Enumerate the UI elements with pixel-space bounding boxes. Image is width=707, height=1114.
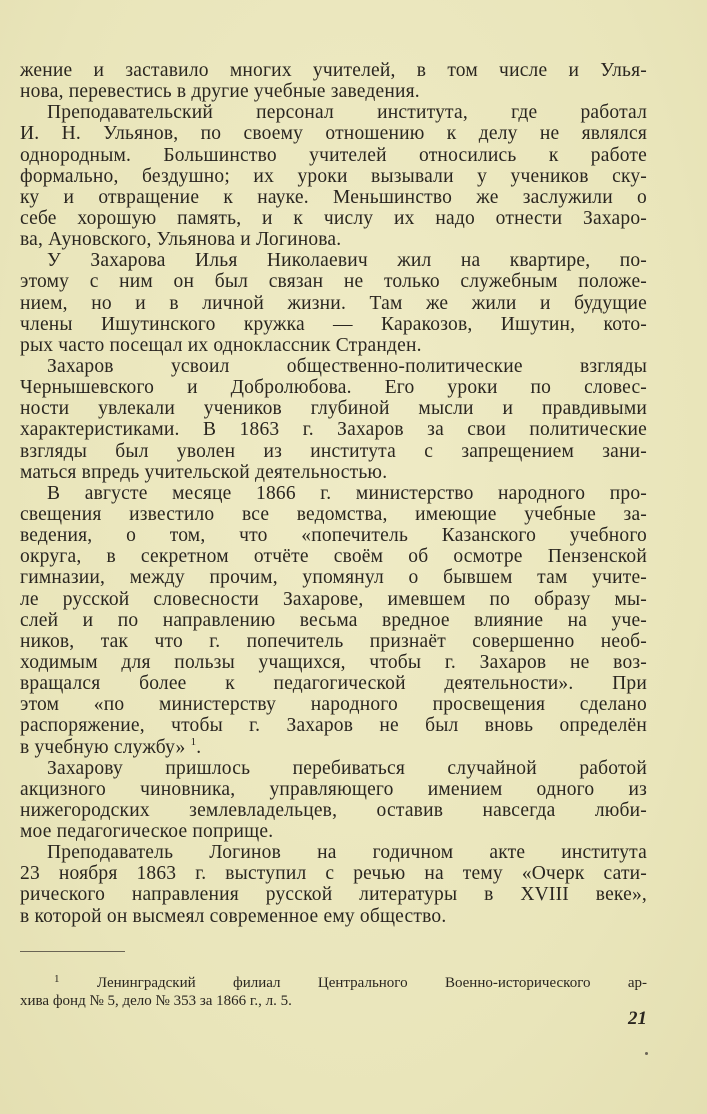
text-line: ле русской словесности Захарове, имевшем по образу мы- xyxy=(20,588,647,610)
footnote-marker: 1 xyxy=(54,973,60,985)
text-line: ности увлекали учеников глубиной мысли и правдивыми xyxy=(20,398,647,420)
footnote-text: Ленинградский филиал Центрального Военно-исторического ар- xyxy=(96,975,647,991)
text-line: Преподаватель Логинов на годичном акте института xyxy=(47,842,647,864)
footnotes xyxy=(20,974,647,1010)
footnote-line: хива фонд № 5, дело № 353 за 1866 г., л. 5. xyxy=(20,993,292,1009)
text-fragment: в учебную службу» xyxy=(20,736,186,758)
paper-speck xyxy=(645,1052,648,1055)
text-line: округа, в секретном отчёте своём об осмотре Пензенской xyxy=(20,546,647,568)
text-line: слей и по направлению весьма вредное влияние на уче- xyxy=(20,609,647,631)
text-fragment: . xyxy=(196,736,202,758)
text-line: маться впредь учительской деятельностью. xyxy=(20,461,388,483)
text-line: ку и отвращение к науке. Меньшинство же заслужили о xyxy=(20,186,647,208)
paragraph xyxy=(20,356,647,483)
text-line: жение и заставило многих учителей, в том числе и Улья- xyxy=(20,60,647,81)
text-line: вращался более к педагогической деятельности». При xyxy=(20,673,647,695)
text-line: члены Ишутинского кружка — Каракозов, Ишутин, кото- xyxy=(20,313,647,335)
text-line: в которой он высмеял современное ему общество. xyxy=(20,905,447,927)
text-line: И. Н. Ульянов, по своему отношению к делу не являлся xyxy=(20,123,647,145)
text-line: нижегородских землевладельцев, оставив навсегда люби- xyxy=(20,799,647,821)
footnote-line xyxy=(20,974,647,992)
text-line: Преподавательский персонал института, где работал xyxy=(47,102,647,124)
paragraph xyxy=(20,250,647,356)
text-line: свещения известило все ведомства, имеющие учебные за- xyxy=(20,503,647,525)
text-line: ходимым для пользы учащихся, чтобы г. Захаров не воз- xyxy=(20,651,647,673)
text-line: рического направления русской литературы в XVIII веке», xyxy=(20,884,647,906)
text-line: мое педагогическое поприще. xyxy=(20,821,274,843)
paragraph xyxy=(20,60,647,102)
text-line: однородным. Большинство учителей относились к работе xyxy=(20,144,647,166)
text-line: Чернышевского и Добролюбова. Его уроки по словес- xyxy=(20,377,647,399)
text-line: этом «по министерству народного просвещения сделано xyxy=(20,694,647,716)
page-number: 21 xyxy=(628,1008,647,1029)
text-line xyxy=(20,737,647,758)
paragraph xyxy=(20,483,647,758)
text-line: распоряжение, чтобы г. Захаров не был вновь определён xyxy=(20,715,647,737)
text-line: Захарову пришлось перебиваться случайной работой xyxy=(47,757,647,779)
footnote-ref[interactable]: 1 xyxy=(190,735,197,748)
text-line: ников, так что г. попечитель признаёт совершенно необ- xyxy=(20,630,647,652)
text-line: гимназии, между прочим, упомянул о бывшем там учите- xyxy=(20,567,647,589)
page-body xyxy=(20,60,647,927)
text-line: себе хорошую память, и к числу их надо отнести Захаро- xyxy=(20,207,647,229)
text-line: формально, бездушно; их уроки вызывали у учеников ску- xyxy=(20,165,647,187)
text-line: нова, перевестись в другие учебные заведения. xyxy=(20,81,420,103)
text-line: У Захарова Илья Николаевич жил на квартире, по- xyxy=(47,250,647,272)
paragraph xyxy=(20,842,647,927)
text-line: ва, Ауновского, Ульянова и Логинова. xyxy=(20,229,342,251)
text-line: В августе месяце 1866 г. министерство народного про- xyxy=(47,482,647,504)
text-line: ведения, о том, что «попечитель Казанского учебного xyxy=(20,525,647,547)
text-line: акцизного чиновника, управляющего имением одного из xyxy=(20,778,647,800)
paragraph xyxy=(20,102,647,250)
paragraph xyxy=(20,758,647,843)
text-line: характеристиками. В 1863 г. Захаров за свои политические xyxy=(20,419,647,441)
text-line: нием, но и в личной жизни. Там же жили и будущие xyxy=(20,292,647,314)
footnote-divider xyxy=(20,951,125,952)
text-line: рых часто посещал их одноклассник Странден. xyxy=(20,334,422,356)
text-line: 23 ноября 1863 г. выступил с речью на тему «Очерк сати- xyxy=(20,863,647,885)
text-line: взгляды был уволен из института с запрещением зани- xyxy=(20,440,647,462)
text-line: Захаров усвоил общественно-политические взгляды xyxy=(47,355,647,377)
text-line: этому с ним он был связан не только служебным положе- xyxy=(20,271,647,293)
